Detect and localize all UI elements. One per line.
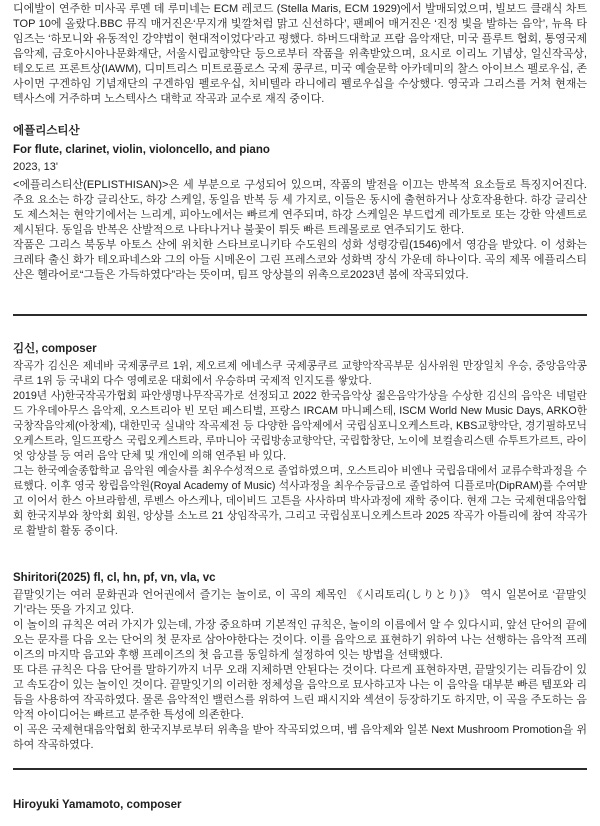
piece-notes-paragraph: 끝말잇기는 여러 문화권과 언어권에서 즐기는 놀이로, 이 곡의 제목인 《시리토리(しりとり)》 역시 일본어로 ‘끝말잇기’라는 뜻을 가지고 있다. [13, 589, 587, 616]
composer-bio-paragraph: 작곡가 김신은 제네바 국제콩쿠르 1위, 제오르제 에네스쿠 국제콩쿠르 교향악작곡부문 심사위원 만장일치 우승, 중앙음악콩쿠르 1위 등 국내외 다수 영예로운 대회에서 우승하며 국제적 인지도를 쌓았다. [13, 360, 587, 387]
composer-bio-paragraph: 그는 한국예술종합학교 음악원 예술사를 최우수성적으로 졸업하였으며, 오스트리아 비엔나 국립음대에서 교류수학과정을 수료했다. 이후 영국 왕립음악원(Royal Academy of Music) 석사과정을 최우수등급으로 졸업하여 디플로마(DipRAM)를 수여받고 이어서 한스 아브라함센, 루벤스 아스케나, 데이비드 고튼을 사사하며 박사과정에 재학 중이다. 현재 그는 국제현대음악협회 한국지부와 창악회 회원, 앙상블 소노르 21 상임작곡가, 그리고 국립심포니오케스트라 2025 작곡가 아틀리에 참여 작곡가로 활발히 활동 중이다. [13, 465, 587, 537]
piece-notes-paragraph: 이 놀이의 규칙은 여러 가지가 있는데, 가장 중요하며 기본적인 규칙은, 놀이의 이름에서 알 수 있다시피, 앞선 단어의 끝에 오는 문자를 다음 오는 단어의 첫 문자로 삼아야한다는 것이다. 이를 음악으로 표현하기 위하여 나는 선행하는 음악적 프레이즈의 마지막 음고와 후행 프레이즈의 첫 음고를 동일하게 설정하여 잇는 방법을 선택했다. [13, 619, 587, 661]
piece-notes [13, 178, 587, 283]
section-eplisthisan [13, 124, 587, 283]
piece-title-shiritori: Shiritori(2025) fl, cl, hn, pf, vn, vla, vc [13, 572, 216, 584]
piece-notes-paragraph: <에플리스티산(EPLISTHISAN)>은 세 부분으로 구성되어 있으며, 작품의 발전을 이끄는 반복적 요소들로 특징지어진다. 주요 요소는 하강 글리산도, 하강 스케일, 동일음 반복 등 세 가지로, 이들은 동시에 출현하거나 상호작용한다. 하강 글리산도 제스처는 현악기에서는 느리게, 피아노에서는 빠르게 연주되며, 하강 스케일은 부드럽게 레가토로 또는 강한 악센트로 제시된다. 동일음 반복은 산발적으로 나타나거나 불꽃이 튀듯 빠른 트레몰로로 연주되기도 한다. [13, 179, 587, 236]
piece-notes [13, 588, 587, 753]
section-divider [13, 314, 587, 316]
piece-notes-paragraph: 또 다른 규칙은 다음 단어를 말하기까지 너무 오래 지체하면 안된다는 것이다. 다르게 표현하자면, 끝말잇기는 리듬감이 있고 속도감이 있는 놀이인 것이다. 끝말잇기의 이러한 정체성을 음악으로 묘사하고자 나는 이 음악을 대부분 빠른 템포와 리듬을 사용하여 작곡하였다. 물론 음악적인 밸런스를 위하여 느린 패시지와 섹션이 등장하기도 하지만, 이 곡을 주도하는 음악적 아이디어는 빠르고 분주한 특성에 의존한다. [13, 664, 587, 721]
piece-year-duration: 2023, 13' [13, 161, 58, 173]
composer-name-heading: 김신, composer [13, 343, 97, 355]
piece-instrumentation: For flute, clarinet, violin, violoncello, and piano [13, 144, 270, 156]
composer-bio-paragraph: 2019년 사)한국작곡가협회 파안생명나무작곡가로 선정되고 2022 한국음악상 젊은음악가상을 수상한 김신의 음악은 네덜란드 가우데아무스 음악제, 오스트리아 빈 모던 페스티벌, 프랑스 IRCAM 마니페스테, ISCM World New Music Days, ARKO한국창작음악제(아창제), 대한민국 실내악 작곡제전 등 다양한 음악제에서 국립심포니오케스트라, KBS교향악단, 경기필하모닉오케스트라, 일드프랑스 국립오케스트라, 루마니아 국립방송교향악단, 국립합창단, 노이에 보컬솔리스텐 슈투트가르트, 라이엇 앙상블 등 여러 음악 단체 및 개인에 의해 연주된 바 있다. [13, 390, 587, 462]
piece-notes-paragraph: 작품은 그리스 북동부 아토스 산에 위치한 스타브로니키타 수도원의 성화 성령강림(1546)에서 영감을 받았다. 이 성화는 크레타 출신 화가 테오파네스와 그의 아들 시메온이 그린 프레스코와 성화벽 장식 가운데 하나이다. 곡의 제목 에플리스티산은 헬라어로“그들은 가득하였다”라는 뜻이며, 팀프 앙상블의 위촉으로2023년 봄에 작곡되었다. [13, 239, 587, 281]
piece-notes-paragraph: 이 곡은 국제현대음악협회 한국지부로부터 위촉을 받아 작곡되었으며, 벰 음악제와 일본 Next Mushroom Promotion을 위하여 작곡하였다. [13, 724, 587, 751]
composer-name-heading: Hiroyuki Yamamoto, composer [13, 799, 182, 811]
section-kim-composer [13, 342, 587, 539]
composer-bio-paragraph: 디에발이 연주한 미사곡 루멘 데 루미네는 ECM 레코드 (Stella Maris, ECM 1929)에서 발매되었으며, 빌보드 클래식 차트 TOP 10에 올랐다.BBC 뮤직 매거진은‘무지개 빛깔처럼 맑고 신선하다’, 팬페어 매거진은 ‘진정 빛을 발하는 음악’, 뉴욕 타임즈는 ‘하모니와 유동적인 강약법이 현대적이었다’라고 평했다. 하버드대학교 프람 음악재단, 미국 플루트 협회, 통영국제음악제, 금호아시아나문화재단, 서울시립교향악단 등으로부터 작품을 위촉받았으며, 요시로 이리노 기념상, 일신작곡상, 테오도르 프론트상(IAWM), 디미트리스 미트로풀로스 국제 콩쿠르, 미국 예술문학 아카데미의 찰스 아이브스 펠로우십, 존 사이먼 구겐하임 기념재단의 구겐하임 펠로우십, 치비텔라 라니에리 펠로우십을 수상했다. 영국과 그리스를 거쳐 현재는 텍사스에 거주하며 노스텍사스 대학교 작곡과 교수로 재직 중이다. [13, 3, 587, 105]
section-shiritori [13, 571, 587, 753]
section-divider [13, 768, 587, 770]
section-yamamoto-composer [13, 798, 587, 813]
piece-title-eplisthisan: 에플리스티산 [13, 125, 80, 137]
composer-bio [13, 359, 587, 539]
